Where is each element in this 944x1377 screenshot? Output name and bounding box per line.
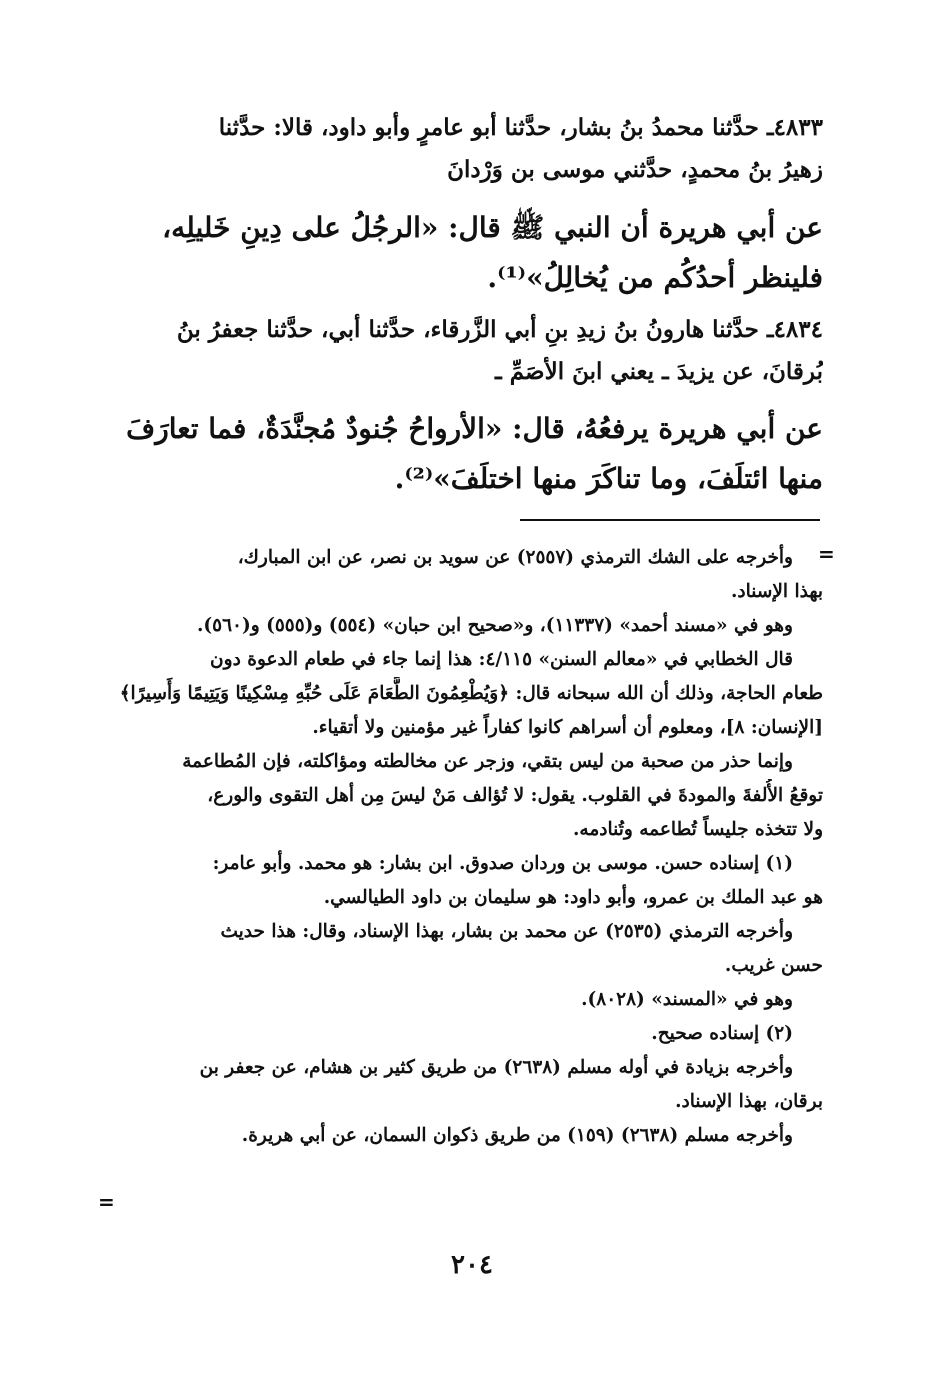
footnote-block (105, 541, 823, 609)
matn-line: عن أبي هريرة أن النبي ﷺ قال: «الرجُلُ على دِينِ خَليلِه، (162, 211, 823, 244)
isnad-line: بُرقانَ، عن يزيدَ ـ يعني ابنَ الأصَمِّ ـ (495, 358, 823, 385)
hadith-4833-matn (105, 203, 823, 303)
continuation-mark-bottom: = (98, 1190, 115, 1214)
footnote-line: وأخرجه بزيادة في أوله مسلم (٢٦٣٨) من طريق كثير بن هشام، عن جعفر بن (199, 1057, 793, 1078)
matn-line: عن أبي هريرة يرفعُهُ، قال: «الأرواحُ جُنودٌ مُجنَّدَةٌ، فما تعارَفَ (126, 412, 823, 445)
continuation-mark-top: = (818, 542, 835, 566)
footnote-block (105, 1051, 823, 1119)
isnad-line: زهيرُ بنُ محمدٍ، حدَّثني موسى بن وَرْدانَ (447, 156, 823, 183)
isnad-line: ٤٨٣٤ـ حدَّثنا هارونُ بنُ زيدِ بنِ أبي الزَّرقاء، حدَّثنا أبي، حدَّثنا جعفرُ بنُ (176, 316, 823, 343)
footnote-separator (520, 519, 820, 521)
hadith-4833-isnad (105, 107, 823, 191)
matn-line: منها ائتلَفَ، وما تناكَرَ منها اختلَفَ»⁽²⁾. (394, 462, 823, 495)
footnote-line: قال الخطابي في «معالم السنن» ٤/١١٥: هذا إنما جاء في طعام الدعوة دون (210, 649, 793, 670)
footnote-line: برقان، بهذا الإسناد. (675, 1091, 823, 1112)
footnote-line: توقعُ الأُلفةَ والمودةَ في القلوب. يقول: لا تُؤالف مَنْ ليسَ مِن أهل التقوى والورع، (207, 785, 823, 806)
footnote-block (105, 745, 823, 847)
footnote-line: وأخرجه مسلم (٢٦٣٨) (١٥٩) من طريق ذكوان السمان، عن أبي هريرة. (241, 1125, 793, 1146)
footnote-block (105, 643, 823, 745)
footnote-block (105, 609, 823, 643)
footnote-line: ولا تتخذه جليساً تُطاعمه وتُنادمه. (572, 819, 823, 840)
matn-line: فلينظر أحدُكُم من يُخالِلُ»⁽¹⁾. (487, 261, 823, 294)
footnote-line: (٢) إسناده صحيح. (651, 1023, 793, 1044)
footnote-line: بهذا الإسناد. (730, 581, 823, 602)
footnote-line: طعام الحاجة، وذلك أن الله سبحانه قال: ﴿وَيُطْعِمُونَ الطَّعَامَ عَلَى حُبِّهِ مِسْكِينًا وَيَتِيمًا وَأَسِيرًا﴾ (119, 683, 823, 704)
page-number: ٢٠٤ (451, 1250, 493, 1280)
footnote-block (105, 915, 823, 983)
footnote-block (105, 983, 823, 1017)
footnote-line: [الإنسان: ٨]، ومعلوم أن أسراهم كانوا كفاراً غير مؤمنين ولا أتقياء. (312, 717, 823, 738)
footnote-block (105, 1017, 823, 1051)
footnote-line: وأخرجه على الشك الترمذي (٢٥٥٧) عن سويد بن نصر، عن ابن المبارك، (237, 547, 793, 568)
footnotes-section (105, 541, 823, 1153)
footnote-block (105, 847, 823, 915)
footnote-line: حسن غريب. (724, 955, 823, 976)
footnote-block (105, 1119, 823, 1153)
footnote-line: وهو في «المسند» (٨٠٢٨). (581, 989, 793, 1010)
footnote-line: وإنما حذر من صحبة من ليس بتقي، وزجر عن مخالطته ومؤاكلته، فإن المُطاعمة (182, 751, 793, 772)
footnote-line: هو عبد الملك بن عمرو، وأبو داود: هو سليمان بن داود الطيالسي. (323, 887, 823, 908)
footnote-line: وأخرجه الترمذي (٢٥٣٥) عن محمد بن بشار، بهذا الإسناد، وقال: هذا حديث (220, 921, 793, 942)
isnad-line: ٤٨٣٣ـ حدَّثنا محمدُ بنُ بشار، حدَّثنا أبو عامرٍ وأبو داود، قالا: حدَّثنا (218, 114, 823, 141)
hadith-4834-matn (105, 404, 823, 504)
footnote-line: وهو في «مسند أحمد» (١١٣٣٧)، و«صحيح ابن حبان» (٥٥٤) و(٥٥٥) و(٥٦٠). (196, 615, 793, 636)
hadith-4834-isnad (105, 309, 823, 393)
footnote-line: (١) إسناده حسن. موسى بن وردان صدوق. ابن بشار: هو محمد. وأبو عامر: (212, 853, 793, 874)
